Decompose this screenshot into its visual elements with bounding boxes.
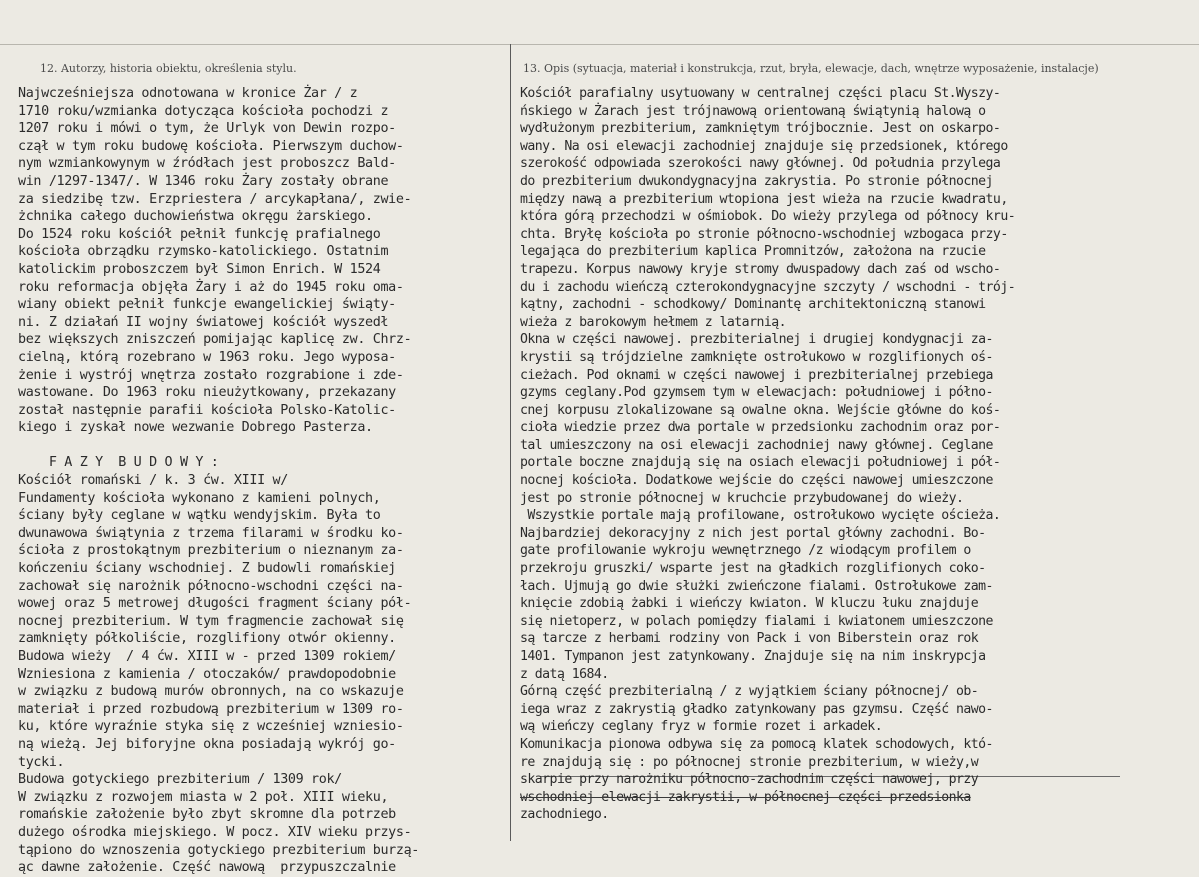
text-line: kiego i zyskał nowe wezwanie Dobrego Pasterza. [18, 420, 373, 436]
text-line: cioła wiedzie przez dwa portale w przedsionku zachodnim oraz por- [520, 420, 1001, 436]
gothic-presbytery-heading: Budowa gotyckiego prezbiterium / 1309 rok/ [18, 772, 342, 788]
text-line: żchnika całego duchowieństwa okręgu żarskiego. [18, 209, 373, 225]
text-line: łach. Ujmują go dwie służki zwieńczone fialami. Ostrołukowe zam- [520, 578, 993, 594]
text-line: w związku z budową murów obronnych, na co wskazuje [18, 684, 404, 700]
section-13-header: 13. Opis (sytuacja, materiał i konstrukcja, rzut, bryła, elewacje, dach, wnętrze wyposażenie, instalacje) [523, 62, 1099, 75]
text-line: cieżach. Pod oknami w części nawowej i prezbiterialnej przebiega [520, 367, 993, 383]
text-line: wastowane. Do 1963 roku nieużytkowany, przekazany [18, 385, 396, 401]
text-line: cnej korpusu zlokalizowane są owalne okna. Wejście główne do koś- [520, 402, 1001, 418]
text-line: krystii są trójdzielne zamknięte ostrołukowo w rozglifionych oś- [520, 349, 993, 365]
text-line: szerokość odpowiada szerokości nawy głównej. Od południa przylega [520, 156, 1001, 172]
column-divider [510, 44, 511, 841]
text-line: przekroju gruszki/ wsparte jest na gładkich rozglifionych coko- [520, 561, 986, 577]
text-line: Najbardziej dekoracyjny z nich jest portal główny zachodni. Bo- [520, 525, 986, 541]
text-line: wydłużonym prezbiterium, zamkniętym trójbocznie. Jest on oskarpo- [520, 121, 1001, 137]
text-line: skarpie przy narożniku północno-zachodnim części nawowej, przy [520, 772, 979, 788]
text-line: między nawą a prezbiterium wtopiona jest wieża na rzucie kwadratu, [520, 191, 1008, 207]
text-line: wiany obiekt pełnił funkcje ewangelickiej świąty- [18, 297, 396, 313]
text-line: chta. Bryłę kościoła po stronie północno-wschodniej wzbogaca przy- [520, 226, 1008, 242]
text-line: wany. Na osi elewacji zachodniej znajduje się przedsionek, którego [520, 138, 1008, 154]
text-line: Kościół parafialny usytuowany w centralnej części placu St.Wyszy- [520, 86, 1001, 101]
struck-through-line: wschodniej elewacji zakrystii, w północnej części przedsionka [520, 789, 971, 805]
text-line: ąc dawne założenie. Część nawową przypuszczalnie [18, 860, 396, 876]
text-line: dwunawowa świątynia z trzema filarami w środku ko- [18, 525, 404, 541]
text-line: iega wraz z zakrystią gładko zatynkowany pas gzymsu. Część nawo- [520, 701, 993, 717]
text-line: czął w tym roku budowę kościoła. Pierwszym duchow- [18, 138, 404, 154]
tower-heading: Budowa wieży / 4 ćw. XIII w - przed 1309 rokiem/ [18, 649, 396, 664]
text-line: cielną, którą rozebrano w 1963 roku. Jego wyposa- [18, 349, 396, 365]
text-line: legająca do prezbiterium kaplica Promnitzów, założona na rzucie [520, 244, 986, 260]
text-line: ściany były ceglane w wątku wendyjskim. Była to [18, 508, 381, 524]
text-line: wą wieńczy ceglany fryz w formie rozet i arkadek. [520, 719, 883, 735]
text-line: ńskiego w Żarach jest trójnawową orientowaną świątynią halową o [520, 103, 986, 119]
history-column [18, 85, 508, 877]
romanesque-heading: Kościół romański / k. 3 ćw. XIII w/ [18, 473, 288, 489]
text-line: ku, które wyraźnie styka się z wcześniej wzniesio- [18, 719, 404, 735]
text-line: kończeniu ściany wschodniej. Z budowli romańskiej [18, 561, 396, 577]
text-line: 1401. Tympanon jest zatynkowany. Znajduje się na nim inskrypcja [520, 649, 986, 664]
text-line: wowej oraz 5 metrowej długości fragment ściany pół- [18, 596, 412, 612]
description-column [520, 85, 1195, 824]
text-line: materiał i przed rozbudową prezbiterium w 1309 ro- [18, 701, 404, 717]
text-line: 1207 roku i mówi o tym, że Urlyk von Dewin rozpo- [18, 121, 396, 137]
text-line: został następnie parafii kościoła Polsko-Katolic- [18, 402, 396, 418]
text-line: wieża z barokowym hełmem z latarnią. [520, 314, 787, 330]
text-line: tycki. [18, 754, 65, 770]
text-line: romańskie założenie było zbyt skromne dla potrzeb [18, 807, 396, 823]
text-line: Okna w części nawowej. prezbiterialnej i drugiej kondygnacji za- [520, 332, 993, 348]
text-line: Komunikacja pionowa odbywa się za pomocą klatek schodowych, któ- [520, 736, 993, 752]
top-rule [0, 44, 1199, 45]
text-line: która górą przechodzi w ośmiobok. Do wieży przylega od północy kru- [520, 209, 1016, 225]
text-line: roku reformacja objęła Żary i aż do 1945 roku oma- [18, 279, 404, 295]
text-line: portale boczne znajdują się na osiach elewacji południowej i pół- [520, 455, 1001, 471]
text-line: nym wzmiankowynym w źródłach jest proboszcz Bald- [18, 156, 396, 172]
text-line: tąpiono do wznoszenia gotyckiego prezbiterium burzą- [18, 842, 420, 858]
blank-line [18, 437, 508, 455]
text-line: W związku z rozwojem miasta w 2 poł. XIII wieku, [18, 789, 389, 805]
text-line: za siedzibę tzw. Erzpriestera / arcykapłana/, zwie- [18, 191, 412, 207]
text-line: są tarcze z herbami rodziny von Pack i von Biberstein oraz rok [520, 631, 979, 647]
text-line: du i zachodu wieńczą czterokondygnacyjne szczyty / wschodni - trój- [520, 279, 1016, 295]
text-line: ni. Z działań II wojny światowej kościół wyszedł [18, 314, 389, 330]
text-line: Wzniesiona z kamienia / otoczaków/ prawdopodobnie [18, 666, 396, 682]
text-line: się nietoperz, w polach pomiędzy fialami i kwiatonem umieszczone [520, 613, 993, 629]
text-line: z datą 1684. [520, 666, 609, 682]
text-line: zamknięty półkoliście, rozglifiony otwór okienny. [18, 631, 396, 647]
text-line: ścioła z prostokątnym prezbiterium o nieznanym za- [18, 543, 404, 559]
text-line: żenie i wystrój wnętrza zostało rozgrabione i zde- [18, 367, 404, 383]
text-line: ną wieżą. Jej biforyjne okna posiadają wykrój go- [18, 736, 396, 752]
text-line: Wszystkie portale mają profilowane, ostrołukowo wycięte ościeża. [520, 508, 1001, 524]
text-line: 1710 roku/wzmianka dotycząca kościoła pochodzi z [18, 103, 389, 119]
text-line: gzyms ceglany.Pod gzymsem tym w elewacjach: południowej i półno- [520, 385, 993, 401]
text-line: Górną część prezbiterialną / z wyjątkiem ściany północnej/ ob- [520, 684, 979, 700]
section-12-header: 12. Autorzy, historia obiektu, określenia stylu. [40, 62, 297, 75]
text-line: win /1297-1347/. W 1346 roku Żary zostały obrane [18, 173, 389, 189]
text-line: Do 1524 roku kościół pełnił funkcję prafialnego [18, 226, 381, 242]
text-line: zachodniego. [520, 807, 609, 823]
text-line: tal umieszczony na osi elewacji zachodniej nawy głównej. Ceglane [520, 437, 993, 453]
text-line: gate profilowanie wykroju wewnętrznego /z wiodącym profilem o [520, 543, 971, 559]
text-line: jest po stronie północnej w kruchcie przybudowanej do wieży. [520, 490, 964, 506]
text-line: Najwcześniejsza odnotowana w kronice Żar / z [18, 86, 358, 101]
text-line: kątny, zachodni - schodkowy/ Dominantę architektoniczną stanowi [520, 297, 986, 313]
text-line: katolickim proboszczem był Simon Enrich. W 1524 [18, 261, 381, 277]
text-line: nocnej prezbiterium. W tym fragmencie zachował się [18, 613, 404, 629]
text-line: dużego ośrodka miejskiego. W pocz. XIV wieku przys- [18, 824, 412, 840]
phases-heading: F A Z Y B U D O W Y : [18, 455, 219, 471]
text-line: kościoła obrządku rzymsko-katolickiego. Ostatnim [18, 244, 389, 260]
text-line: re znajdują się : po północnej stronie prezbiterium, w wieży,w [520, 754, 979, 770]
text-line: trapezu. Korpus nawowy kryje stromy dwuspadowy dach zaś od wscho- [520, 261, 1001, 277]
text-line: do prezbiterium dwukondygnacyjna zakrystia. Po stronie północnej [520, 173, 993, 189]
text-line: bez większych zniszczeń pomijając kaplicę zw. Chrz- [18, 332, 412, 348]
text-line: Fundamenty kościoła wykonano z kamieni polnych, [18, 490, 381, 506]
text-line: knięcie zdobią żabki i wieńczy kwiaton. W kluczu łuku znajduje [520, 596, 979, 612]
text-line: zachował się narożnik północno-wschodni części na- [18, 578, 404, 594]
text-line: nocnej kościoła. Dodatkowe wejście do części nawowej umieszczone [520, 473, 993, 489]
